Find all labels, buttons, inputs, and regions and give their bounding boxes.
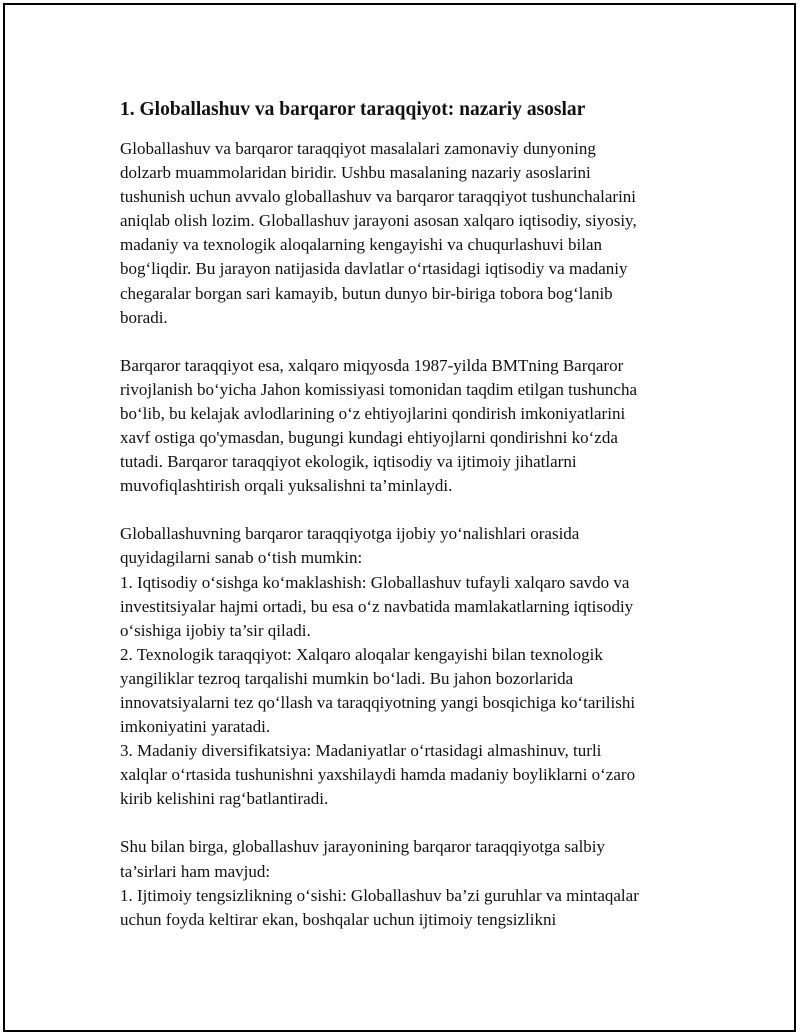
text-line: 1. Ijtimoiy tengsizlikning o‘sishi: Globallashuv ba’zi guruhlar va mintaqalar (120, 885, 639, 905)
paragraph-negative-effects (120, 835, 690, 931)
text-line: tutadi. Barqaror taraqqiyot ekologik, iqtisodiy va ijtimoiy jihatlarni (120, 452, 577, 472)
text-line: chegaralar borgan sari kamayib, butun dunyo bir-biriga tobora bog‘lanib (120, 283, 613, 303)
text-line: madaniy va texnologik aloqalarning kengayishi va chuqurlashuvi bilan (120, 235, 603, 255)
text-line: 1. Iqtisodiy o‘sishga ko‘maklashish: Globallashuv tufayli xalqaro savdo va (120, 572, 630, 592)
text-line: 3. Madaniy diversifikatsiya: Madaniyatlar o‘rtasidagi almashinuv, turli (120, 741, 602, 761)
text-line: kirib kelishini rag‘batlantiradi. (120, 789, 329, 809)
text-line: uchun foyda keltirar ekan, boshqalar uchun ijtimoiy tengsizlikni (120, 909, 557, 929)
text-line: 2. Texnologik taraqqiyot: Xalqaro aloqalar kengayishi bilan texnologik (120, 644, 603, 664)
text-line: xavf ostiga qo'ymasdan, bugungi kundagi ehtiyojlarni qondirishni ko‘zda (120, 428, 618, 448)
text-line: o‘sishiga ijobiy ta’sir qiladi. (120, 620, 311, 640)
document-body (120, 97, 690, 956)
text-line: muvofiqlashtirish orqali yuksalishni ta’minlaydi. (120, 476, 453, 496)
text-line: bog‘liqdir. Bu jarayon natijasida davlatlar o‘rtasidagi iqtisodiy va madaniy (120, 259, 628, 279)
text-line: Barqaror taraqqiyot esa, xalqaro miqyosda 1987-yilda BMTning Barqaror (120, 355, 624, 375)
text-line: investitsiyalar hajmi ortadi, bu esa o‘z navbatida mamlakatlarning iqtisodiy (120, 596, 634, 616)
text-line: quyidagilarni sanab o‘tish mumkin: (120, 548, 363, 568)
text-line: yangiliklar tezroq tarqalishi mumkin bo‘ladi. Bu jahon bozorlarida (120, 668, 574, 688)
text-line: dolzarb muammolaridan biridir. Ushbu masalaning nazariy asoslarini (120, 163, 591, 183)
text-line: ta’sirlari ham mavjud: (120, 861, 271, 881)
section-title: 1. Globallashuv va barqaror taraqqiyot: nazariy asoslar (120, 99, 586, 120)
page-frame (3, 3, 796, 1032)
text-line: Globallashuvning barqaror taraqqiyotga ijobiy yo‘nalishlari orasida (120, 524, 580, 544)
text-line: xalqlar o‘rtasida tushunishni yaxshilaydi hamda madaniy boyliklarni o‘zaro (120, 765, 636, 785)
text-line: boradi. (120, 307, 168, 327)
text-line: tushunish uchun avvalo globallashuv va barqaror taraqqiyot tushunchalarini (120, 187, 637, 207)
text-line: bo‘lib, bu kelajak avlodlarining o‘z ehtiyojlarini qondirish imkoniyatlarini (120, 403, 626, 423)
paragraph-positive-effects (120, 522, 690, 811)
text-line: innovatsiyalarni tez qo‘llash va taraqqiyotning yangi bosqichiga ko‘tarilishi (120, 692, 636, 712)
text-line: Shu bilan birga, globallashuv jarayonining barqaror taraqqiyotga salbiy (120, 837, 606, 857)
text-line: Globallashuv va barqaror taraqqiyot masalalari zamonaviy dunyoning (120, 139, 596, 158)
text-line: imkoniyatini yaratadi. (120, 717, 271, 737)
text-line: rivojlanish bo‘yicha Jahon komissiyasi tomonidan taqdim etilgan tushuncha (120, 379, 638, 399)
paragraph-sustainable-development (120, 354, 690, 499)
paragraph-intro (120, 137, 690, 330)
text-line: aniqlab olish lozim. Globallashuv jarayoni asosan xalqaro iqtisodiy, siyosiy, (120, 211, 637, 231)
